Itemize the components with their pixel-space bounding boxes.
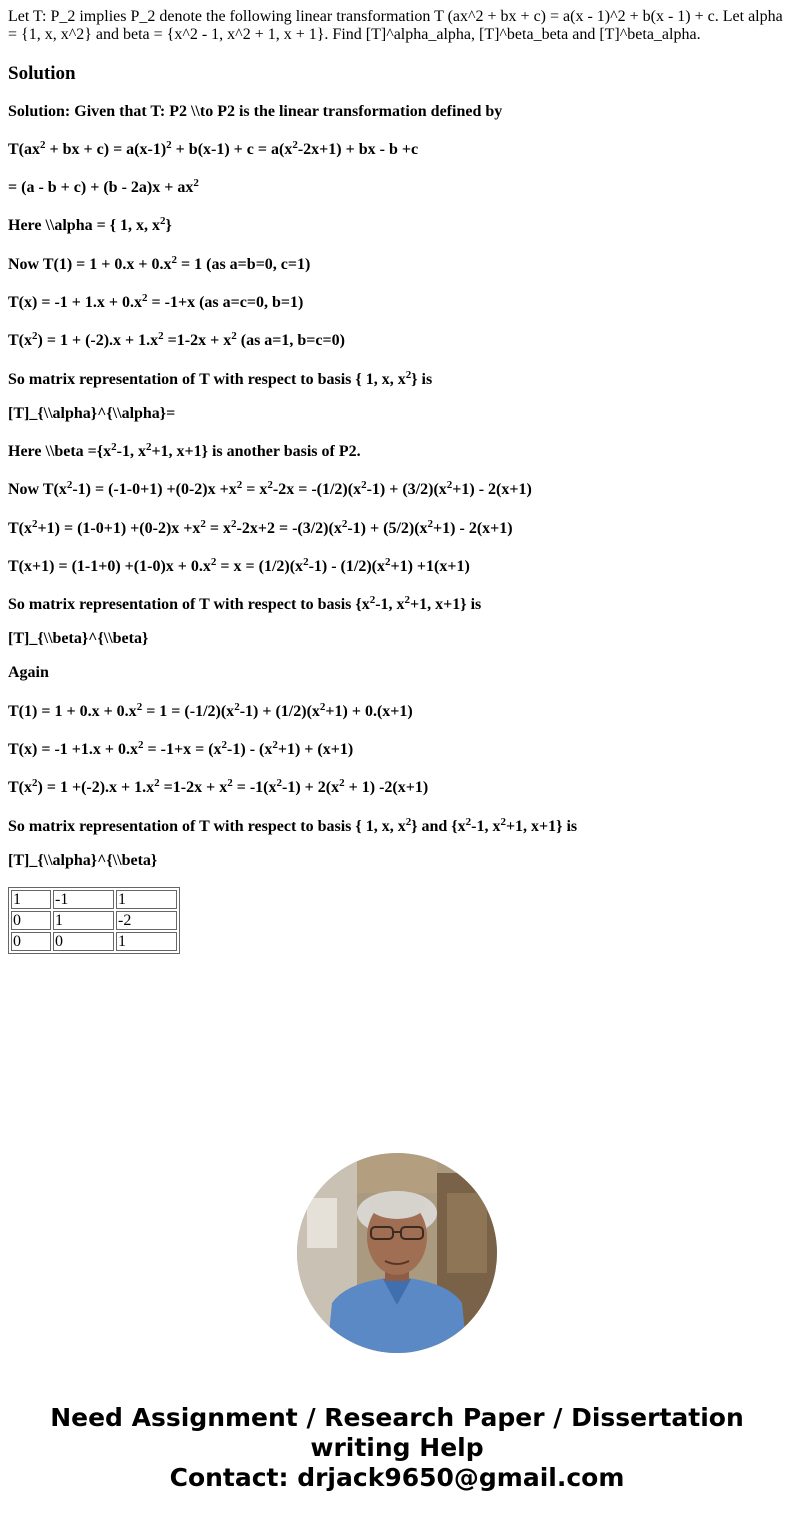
footer-banner [0,1403,794,1493]
solution-line: $T(1) = 1 + 0.x + 0.x^2 = 1 = (-1/2)(x^2-1) + (1/2)(x^2+1) + 0.(x+1)$ [8,701,413,720]
solution-line: So matrix representation of T with respect to basis { 1, x, $x^2$} and {$x^2-1$, $x^2+1$, x+1} is [8,816,578,835]
footer-contact: Contact: drjack9650@gmail.com [169,1463,625,1492]
table-cell: 1 [116,932,177,951]
solution-line: Here \\beta $=\{x^2-1$, $x^2+1$, x+1} is another basis of P2. [8,441,361,460]
footer-line: Need Assignment / Research Paper / Dissertation [50,1403,744,1432]
solution-line: Again [8,664,49,681]
solution-line: $T(ax^2$ + bx + $c) = a(x-1)^2 + b(x-1) + c = a(x^2-2x+1)$ + bx - b +c [8,139,419,158]
solution-line: $T(x^2) = 1 +(-2).x + 1.x^2 =1-2x + x^2 = -1(x^2-1) + 2(x^2 + 1)$ -2(x+1) [8,777,429,796]
question-text: Let T: P_2 implies P_2 denote the following linear transformation T (ax^2 + bx + c) = a(x - 1)^2 + b(x - 1) + c. Let alpha = {1, x, x^2} and beta = {x^2 - 1, x^2 + 1, x + 1}. Find [T]^alpha_alpha, [T]^beta_beta and [T]^beta_alpha. [8,8,783,43]
table-cell: 0 [53,932,114,951]
footer-line: writing Help [310,1433,484,1462]
table-cell: 1 [116,890,177,909]
table-cell: 0 [11,932,51,951]
solution-line: Now $T(1) = 1 + 0.x + 0.x^2 = 1$ (as a=b=0, c=1) [8,254,311,273]
solution-line: $T(x+1) = (1-1+0) +(1-0)x + 0.x^2 = x = (1/2)(x^2-1) - (1/2)(x^2+1) +1(x+1)$ [8,556,470,575]
solution-line: Now $T(x^2-1) = (-1-0+1) +(0-2)x +x^2 = x^2-2x = -(1/2)(x^2-1) + (3/2)(x^2+1) - 2(x+1)$ [8,479,532,498]
solution-line: Here \\alpha = { 1, x, $x^2$} [8,215,172,234]
solution-line: So matrix representation of T with respect to basis { 1, x, $x^2$} is [8,369,433,388]
table-cell: -1 [53,890,114,909]
solution-line: $T(x) = -1 + 1.x + 0.x^2 = -1+x$ (as a=c=0, b=1) [8,292,304,311]
solution-line: [T]_{\\alpha}^{\\beta} [8,852,158,869]
solution-line: So matrix representation of T with respect to basis {$x^2-1$, $x^2+1$, x+1} is [8,594,482,613]
solution-line: [T]_{\\beta}^{\\beta} [8,630,149,647]
table-row [11,890,177,909]
avatar-photo [297,1153,497,1353]
table-cell: 0 [11,911,51,930]
table-row [11,932,177,951]
solution-line: Solution: Given that T: P2 \\to P2 is the linear transformation defined by [8,103,503,120]
table-cell: 1 [11,890,51,909]
solution-line: = $(a - b + c) + (b - 2a)x + ax^2$ [8,177,199,196]
solution-line: $T(x) = -1 +1.x + 0.x^2 = -1+x = (x^2-1) - (x^2+1) + (x+1)$ [8,739,354,758]
solution-heading: Solution [8,63,76,84]
table-cell: -2 [116,911,177,930]
avatar [297,1153,497,1353]
table-cell: 1 [53,911,114,930]
matrix-table [8,887,180,954]
solution-line: $T(x^2+1) = (1-0+1) +(0-2)x +x^2 = x^2-2x+2 = -(3/2)(x^2-1) + (5/2)(x^2+1) - 2(x+1)$ [8,518,513,537]
table-row [11,911,177,930]
solution-line: $T(x^2) = 1 + (-2).x + 1.x^2 =1-2x + x^2$ (as a=1, b=c=0) [8,330,345,349]
solution-line: [T]_{\\alpha}^{\\alpha}= [8,405,176,422]
